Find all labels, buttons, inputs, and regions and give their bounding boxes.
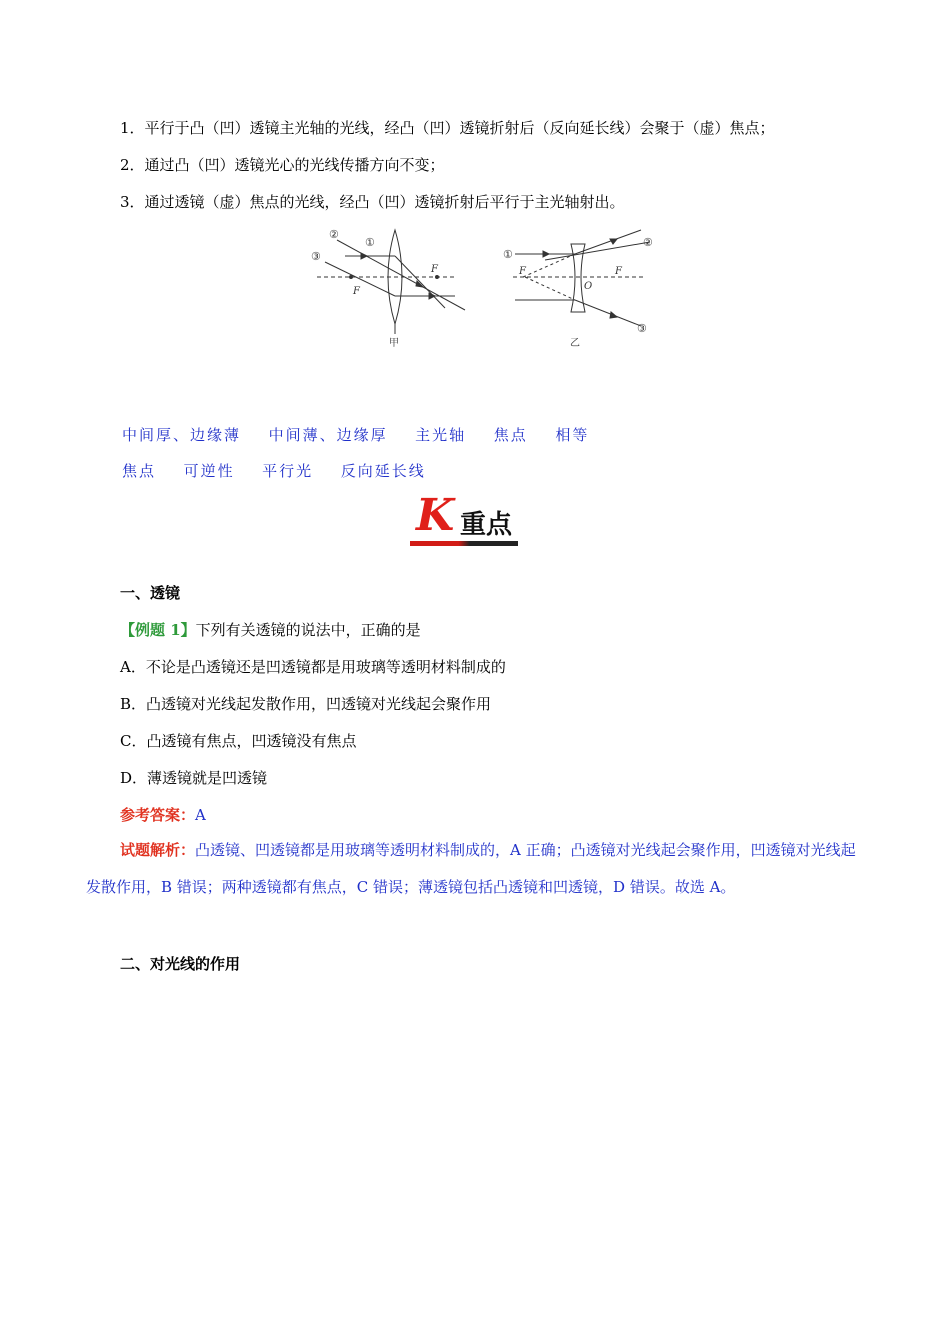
option-a bbox=[120, 657, 506, 677]
label-left-ray1: ① bbox=[365, 236, 375, 249]
label-right-focus-right: F bbox=[615, 266, 622, 277]
ray-2-through-center bbox=[545, 242, 650, 260]
rule-3-number: 3． bbox=[120, 193, 145, 211]
keyword: 中间薄、边缘厚 bbox=[268, 426, 388, 444]
keyword: 焦点 bbox=[122, 462, 157, 480]
option-c-key: C． bbox=[120, 732, 147, 750]
convex-lens-diagram bbox=[317, 230, 465, 334]
arrow-r1 bbox=[543, 251, 549, 257]
arrow-r3 bbox=[610, 312, 617, 318]
option-d bbox=[120, 768, 267, 788]
label-right-ray1: ① bbox=[503, 248, 513, 261]
keyword-row-1 bbox=[122, 424, 589, 445]
example-question-text: 下列有关透镜的说法中，正确的是 bbox=[195, 621, 421, 639]
concave-lens-diagram bbox=[513, 230, 650, 326]
keyword: 相等 bbox=[555, 426, 590, 444]
keyword: 可逆性 bbox=[183, 462, 235, 480]
label-left-focus-right: F bbox=[431, 264, 438, 275]
option-b-key: B． bbox=[120, 695, 147, 713]
example-question bbox=[120, 620, 421, 640]
option-b bbox=[120, 694, 491, 714]
focus-left-point bbox=[350, 276, 353, 279]
rule-3-text: 通过透镜（虚）焦点的光线，经凸（凹）透镜折射后平行于主光轴射出。 bbox=[144, 193, 625, 211]
ray-1-virtual-extension bbox=[523, 254, 575, 277]
caption-yi: 乙 bbox=[570, 338, 580, 349]
ray-2-through-center bbox=[337, 240, 465, 310]
label-left-focus-left: F bbox=[353, 286, 360, 297]
answer-line bbox=[120, 805, 206, 825]
banner-letter: K bbox=[416, 490, 455, 541]
caption-jia: 甲 bbox=[389, 338, 399, 349]
ray-1-diverged bbox=[575, 230, 641, 254]
ray-3-virtual-extension bbox=[525, 277, 575, 300]
option-c bbox=[120, 731, 357, 751]
label-right-focus-left: F bbox=[519, 266, 526, 277]
answer-label: 参考答案： bbox=[120, 806, 196, 824]
option-a-key: A． bbox=[120, 658, 146, 676]
keyword: 反向延长线 bbox=[340, 462, 426, 480]
keyword: 焦点 bbox=[493, 426, 528, 444]
option-c-text: 凸透镜有焦点，凹透镜没有焦点 bbox=[146, 732, 357, 750]
option-d-key: D． bbox=[120, 769, 148, 787]
arrow-r2 bbox=[610, 239, 617, 244]
key-points-banner bbox=[410, 490, 520, 550]
banner-underline bbox=[410, 541, 518, 546]
label-right-ray3: ③ bbox=[637, 322, 647, 335]
rule-1 bbox=[120, 118, 775, 138]
ray-3-diverged bbox=[575, 300, 641, 326]
keyword: 主光轴 bbox=[415, 426, 467, 444]
answer-value: A bbox=[195, 806, 206, 824]
example-tag: 【例题 1】 bbox=[120, 621, 196, 639]
keyword-row-2 bbox=[122, 460, 426, 481]
section-2-heading: 二、对光线的作用 bbox=[120, 955, 241, 973]
rule-2-number: 2． bbox=[120, 156, 145, 174]
label-right-center: O bbox=[584, 281, 593, 292]
arrow-1 bbox=[361, 253, 367, 259]
option-b-text: 凸透镜对光线起发散作用，凹透镜对光线起会聚作用 bbox=[146, 695, 492, 713]
label-left-ray2: ② bbox=[329, 228, 339, 241]
rule-1-number: 1． bbox=[120, 119, 145, 137]
label-right-ray2: ② bbox=[643, 236, 653, 249]
option-d-text: 薄透镜就是凹透镜 bbox=[147, 769, 268, 787]
analysis-paragraph bbox=[86, 832, 866, 906]
keyword: 平行光 bbox=[262, 462, 314, 480]
rule-3 bbox=[120, 192, 625, 212]
rule-2 bbox=[120, 155, 445, 175]
rule-2-text: 通过凸（凹）透镜光心的光线传播方向不变； bbox=[144, 156, 445, 174]
banner-title: 重点 bbox=[460, 510, 513, 540]
label-left-ray3: ③ bbox=[311, 250, 321, 263]
analysis-label: 试题解析： bbox=[120, 841, 196, 859]
option-a-text: 不论是凸透镜还是凹透镜都是用玻璃等透明材料制成的 bbox=[145, 658, 506, 676]
ray-3-incident bbox=[325, 262, 395, 296]
section-1-heading: 一、透镜 bbox=[120, 584, 181, 602]
keyword: 中间厚、边缘薄 bbox=[122, 426, 242, 444]
rule-1-text: 平行于凸（凹）透镜主光轴的光线，经凸（凹）透镜折射后（反向延长线）会聚于（虚）焦点； bbox=[144, 119, 775, 137]
focus-right-point bbox=[436, 276, 439, 279]
lens-ray-diagram bbox=[305, 222, 665, 352]
analysis-text: 凸透镜、凹透镜都是用玻璃等透明材料制成的，A 正确；凸透镜对光线起会聚作用，凹透镜对光线起发散作用，B 错误；两种透镜都有焦点，C 错误；薄透镜包括凸透镜和凹透镜，D 错误。故选 A。 bbox=[86, 841, 856, 896]
